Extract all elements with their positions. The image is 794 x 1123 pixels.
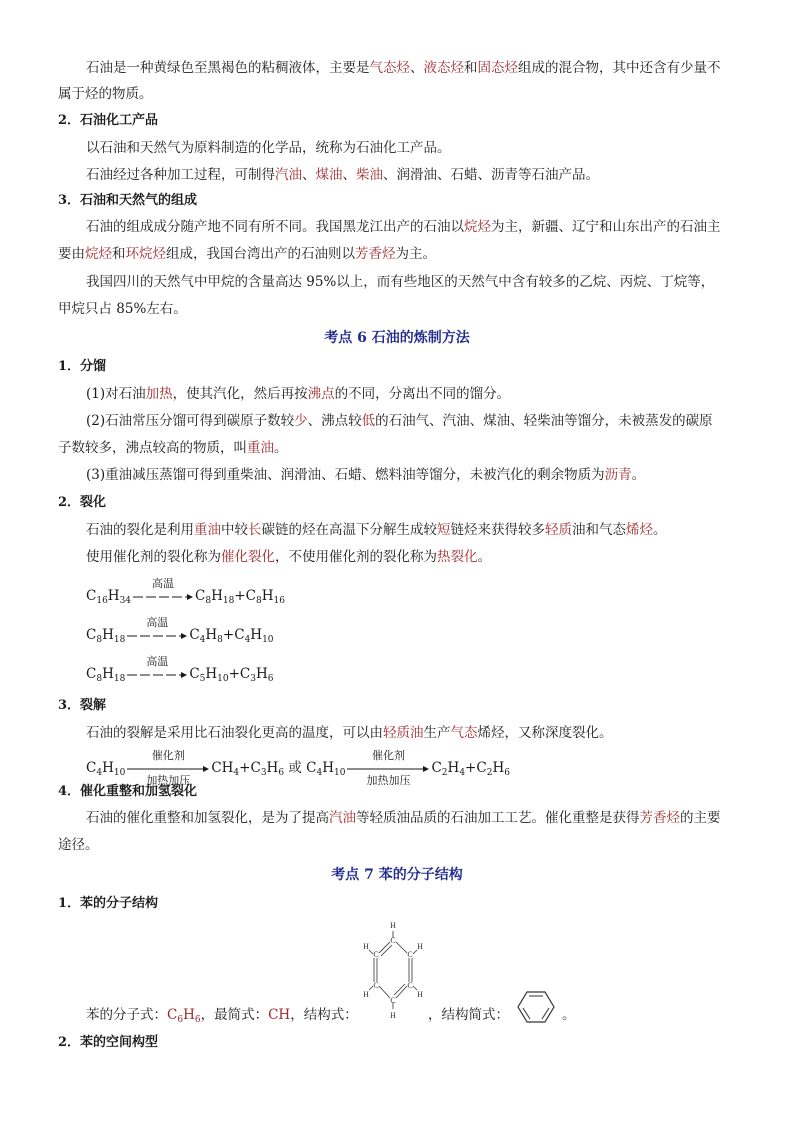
- paragraph-composition-cont: 要由烷烃和环烷烃组成，我国台湾出产的石油则以芳香烃为主。: [58, 246, 436, 262]
- topic-title-refining: 考点 6 石油的炼制方法: [324, 330, 470, 346]
- paragraph-natural-gas: 我国四川的天然气中甲烷的含量高达 95%以上，而有些地区的天然气中含有较多的乙烷、丙烷、丁烷等，: [86, 274, 715, 290]
- section-heading-benzene-structure: 1．苯的分子结构: [58, 896, 159, 911]
- reaction-condition: 高温: [152, 576, 175, 590]
- paragraph-distillation-1: (1)对石油加热，使其汽化，然后再按沸点的不同，分离出不同的馏分。: [86, 386, 511, 402]
- paragraph-line: 甲烷只占 85%左右。: [58, 301, 187, 317]
- benzene-molecular-formula: $C_6H_6$: [167, 1007, 201, 1025]
- section-heading-reforming: 4．催化重整和加氢裂化: [58, 784, 198, 799]
- paragraph-line: 途径。: [58, 837, 99, 853]
- svg-text:H: H: [390, 921, 396, 930]
- paragraph-cracking: 石油的裂化是利用重油中较长碳链的烃在高温下分解生成较短链烃来获得较多轻质油和气态烯烃。: [86, 522, 667, 538]
- section-heading-composition: 3．石油和天然气的组成: [58, 193, 198, 208]
- section-heading-pyrolysis: 3．裂解: [58, 698, 107, 713]
- reaction-condition: 加热加压: [366, 773, 411, 787]
- section-heading-distillation: 1．分馏: [58, 359, 107, 374]
- svg-text:H: H: [417, 942, 423, 951]
- paragraph-distillation-3: (3)重油减压蒸馏可得到重柴油、润滑油、石蜡、燃料油等馏分，未被汽化的剩余物质为沥青。: [86, 467, 646, 483]
- section-heading-petrochemicals: 2．石油化工产品: [58, 113, 159, 128]
- benzene-structural-formula: [358, 918, 428, 1022]
- arrow-icon: [347, 765, 429, 773]
- svg-text:C: C: [390, 996, 396, 1005]
- benzene-skeletal-formula: [516, 990, 556, 1024]
- arrow-icon: [127, 632, 187, 640]
- paragraph-distillation-2: (2)石油常压分馏可得到碳原子数较少、沸点较低的石油气、汽油、煤油、轻柴油等馏分，未被蒸发的碳原: [86, 413, 713, 429]
- paragraph-distillation-2-cont: 子数较多，沸点较高的物质，叫重油。: [58, 440, 288, 456]
- section-heading-cracking: 2．裂化: [58, 495, 107, 510]
- svg-text:H: H: [390, 1011, 396, 1020]
- section-heading-benzene-geometry: 2．苯的空间构型: [58, 1035, 159, 1050]
- arrow-icon: [127, 671, 187, 679]
- reaction-condition: 加热加压: [146, 773, 191, 787]
- svg-text:C: C: [407, 981, 413, 990]
- paragraph-cracking-types: 使用催化剂的裂化称为催化裂化，不使用催化剂的裂化称为热裂化。: [86, 549, 491, 565]
- reaction-condition: 催化剂: [371, 748, 405, 762]
- svg-text:H: H: [363, 990, 369, 999]
- reaction-condition: 高温: [146, 654, 169, 668]
- reaction-equation-2: $C_8H_{18}$ 高温 $C_4H_8+C_4H_{10}$: [86, 615, 274, 645]
- reaction-equation-1: $C_{16}H_{34}$ 高温 $C_8H_{18}+C_8H_{16}$: [86, 576, 285, 606]
- paragraph-pyrolysis: 石油的裂解是采用比石油裂化更高的温度，可以由轻质油生产气态烯烃，又称深度裂化。: [86, 725, 613, 741]
- paragraph-products: 石油经过各种加工过程，可制得汽油、煤油、柴油、润滑油、石蜡、沥青等石油产品。: [86, 167, 599, 183]
- paragraph-line: 属于烃的物质。: [58, 86, 153, 102]
- paragraph-petroleum-intro: 石油是一种黄绿色至黑褐色的粘稠液体，主要是气态烃、液态烃和固态烃组成的混合物，其中还含有少量不: [86, 60, 721, 76]
- arrow-icon: [127, 765, 209, 773]
- svg-text:C: C: [407, 950, 413, 959]
- period: 。: [562, 1007, 576, 1023]
- svg-text:C: C: [373, 950, 379, 959]
- reaction-equation-3: $C_8H_{18}$ 高温 $C_5H_{10}+C_3H_6$: [86, 654, 274, 684]
- reaction-condition: 高温: [146, 615, 169, 629]
- label-skeletal: ，结构简式：: [428, 1007, 509, 1023]
- paragraph-benzene-formula: 苯的分子式：$C_6H_6$，最简式：CH，结构式：: [86, 1007, 358, 1025]
- arrow-icon: [133, 593, 193, 601]
- svg-text:H: H: [363, 942, 369, 951]
- reaction-equation-butane: $C_4H_{10}$ 催化剂 加热加压 $CH_4+C_3H_6$ 或 $C_4H_{10}$ 催化剂 加热加压 $C_2H_4+C_2H_6$: [86, 748, 510, 787]
- svg-text:C: C: [373, 981, 379, 990]
- svg-text:H: H: [417, 990, 423, 999]
- paragraph-composition: 石油的组成成分随产地不同有所不同。我国黑龙江出产的石油以烷烃为主，新疆、辽宁和山东出产的石油主: [86, 219, 721, 235]
- topic-title-benzene: 考点 7 苯的分子结构: [331, 867, 463, 883]
- reaction-condition: 催化剂: [151, 748, 185, 762]
- paragraph-line: 以石油和天然气为原料制造的化学品，统称为石油化工产品。: [86, 140, 451, 156]
- svg-text:C: C: [390, 936, 396, 945]
- paragraph-reforming: 石油的催化重整和加氢裂化，是为了提高汽油等轻质油品质的石油加工工艺。催化重整是获得芳香烃的主要: [86, 810, 721, 826]
